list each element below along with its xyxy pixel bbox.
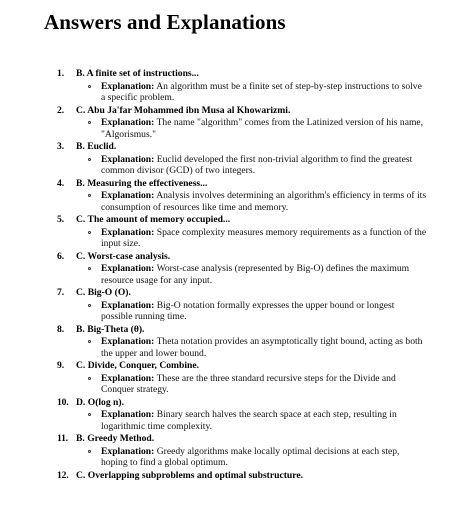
explanation-text: Euclid developed the first non-trivial algorithm to find the greatest common divisor (GCD) of two integers. [101, 153, 413, 176]
answer-choice: C. Divide, Conquer, Combine. [76, 360, 200, 371]
answer-choice: B. A finite set of instructions... [76, 68, 199, 79]
answer-choice: B. Greedy Method. [76, 433, 155, 444]
explanation-text: An algorithm must be a finite set of step-by-step instructions to solve a specific problem. [101, 80, 422, 103]
answer-number: 12. [57, 469, 69, 481]
explanation [57, 154, 427, 177]
explanation [57, 263, 427, 286]
explanation-text: Greedy algorithms make locally optimal decisions at each step, hoping to find a global optimum. [101, 445, 400, 468]
bullet-circle-icon [88, 85, 91, 88]
answer-number: 1. [57, 68, 65, 79]
explanation [57, 117, 427, 140]
bullet-circle-icon [88, 340, 91, 343]
answer-number: 2. [57, 104, 65, 116]
answer-number: 3. [57, 141, 65, 152]
bullet-circle-icon [88, 377, 91, 380]
answer-item-10 [57, 396, 427, 433]
answer-choice: B. Big-Theta (θ). [76, 323, 145, 335]
explanation [57, 446, 427, 469]
page-title: Answers and Explanations [44, 10, 286, 34]
explanation [57, 227, 427, 250]
answer-item-12 [57, 469, 427, 482]
answer-item-9 [57, 359, 427, 396]
answer-choice: C. Big-O (O). [76, 287, 131, 298]
explanation-text: Worst-case analysis (represented by Big-O) defines the maximum resource usage for any input. [101, 263, 410, 286]
bullet-circle-icon [88, 413, 91, 416]
answer-item-1 [57, 67, 427, 104]
explanation-label: Explanation: [101, 372, 155, 384]
answer-heading [57, 67, 427, 80]
answer-item-4 [57, 177, 427, 214]
answer-heading [57, 286, 427, 299]
answer-heading [57, 250, 427, 263]
explanation-text: Space complexity measures memory requirements as a function of the input size. [101, 226, 427, 249]
explanation [57, 409, 427, 432]
bullet-circle-icon [88, 158, 91, 161]
explanation-label: Explanation: [101, 299, 155, 311]
explanation-label: Explanation: [101, 117, 155, 128]
explanation-text: Big-O notation formally expresses the upper bound or longest possible running time. [101, 299, 395, 322]
answer-heading [57, 213, 427, 226]
bullet-circle-icon [88, 121, 91, 124]
explanation-label: Explanation: [101, 336, 155, 347]
answer-number: 10. [57, 396, 69, 408]
explanation-label: Explanation: [101, 153, 155, 165]
answer-item-11 [57, 432, 427, 469]
answer-number: 5. [57, 214, 65, 225]
answer-heading [57, 396, 427, 409]
answer-heading [57, 177, 427, 190]
answer-item-7 [57, 286, 427, 323]
explanation [57, 373, 427, 396]
answer-heading [57, 432, 427, 445]
explanation-label: Explanation: [101, 445, 155, 457]
explanation-text: The name "algorithm" comes from the Latinized version of his name, "Algorismus." [101, 117, 424, 140]
answer-number: 4. [57, 177, 65, 189]
answer-item-8 [57, 323, 427, 360]
explanation [57, 336, 427, 359]
explanation [57, 190, 427, 213]
answer-item-3 [57, 140, 427, 177]
explanation [57, 81, 427, 104]
answer-choice: D. O(log n). [76, 396, 124, 408]
explanation-text: Theta notation provides an asymptotically tight bound, acting as both the upper and lower bound. [101, 336, 423, 359]
bullet-circle-icon [88, 267, 91, 270]
answer-number: 11. [57, 433, 68, 444]
answer-list [57, 67, 427, 482]
answer-number: 6. [57, 250, 65, 262]
bullet-circle-icon [88, 194, 91, 197]
answer-heading [57, 104, 427, 117]
explanation-label: Explanation: [101, 226, 155, 238]
explanation-text: These are the three standard recursive steps for the Divide and Conquer strategy. [101, 372, 396, 395]
answer-choice: C. Worst-case analysis. [76, 250, 171, 262]
answer-number: 9. [57, 360, 65, 371]
answer-choice: B. Euclid. [76, 141, 117, 152]
answer-choice: C. Abu Ja'far Mohammed ibn Musa al Khowarizmi. [76, 104, 291, 116]
explanation-label: Explanation: [101, 409, 155, 420]
answer-choice: B. Measuring the effectiveness... [76, 177, 208, 189]
answer-heading [57, 140, 427, 153]
answer-item-5 [57, 213, 427, 250]
answer-heading [57, 469, 427, 482]
explanation-label: Explanation: [101, 263, 155, 274]
answer-choice: C. Overlapping subproblems and optimal substructure. [76, 469, 304, 481]
explanation-text: Analysis involves determining an algorithm's efficiency in terms of its consumption of resources like time and memory. [101, 190, 427, 213]
explanation-label: Explanation: [101, 190, 155, 201]
bullet-circle-icon [88, 450, 91, 453]
answer-number: 8. [57, 323, 65, 335]
answer-heading [57, 323, 427, 336]
explanation [57, 300, 427, 323]
answer-item-6 [57, 250, 427, 287]
explanation-text: Binary search halves the search space at each step, resulting in logarithmic time complexity. [101, 409, 397, 432]
answer-number: 7. [57, 287, 65, 298]
bullet-circle-icon [88, 231, 91, 234]
answer-heading [57, 359, 427, 372]
explanation-label: Explanation: [101, 80, 155, 92]
bullet-circle-icon [88, 304, 91, 307]
answer-choice: C. The amount of memory occupied... [76, 214, 231, 225]
answer-item-2 [57, 104, 427, 141]
